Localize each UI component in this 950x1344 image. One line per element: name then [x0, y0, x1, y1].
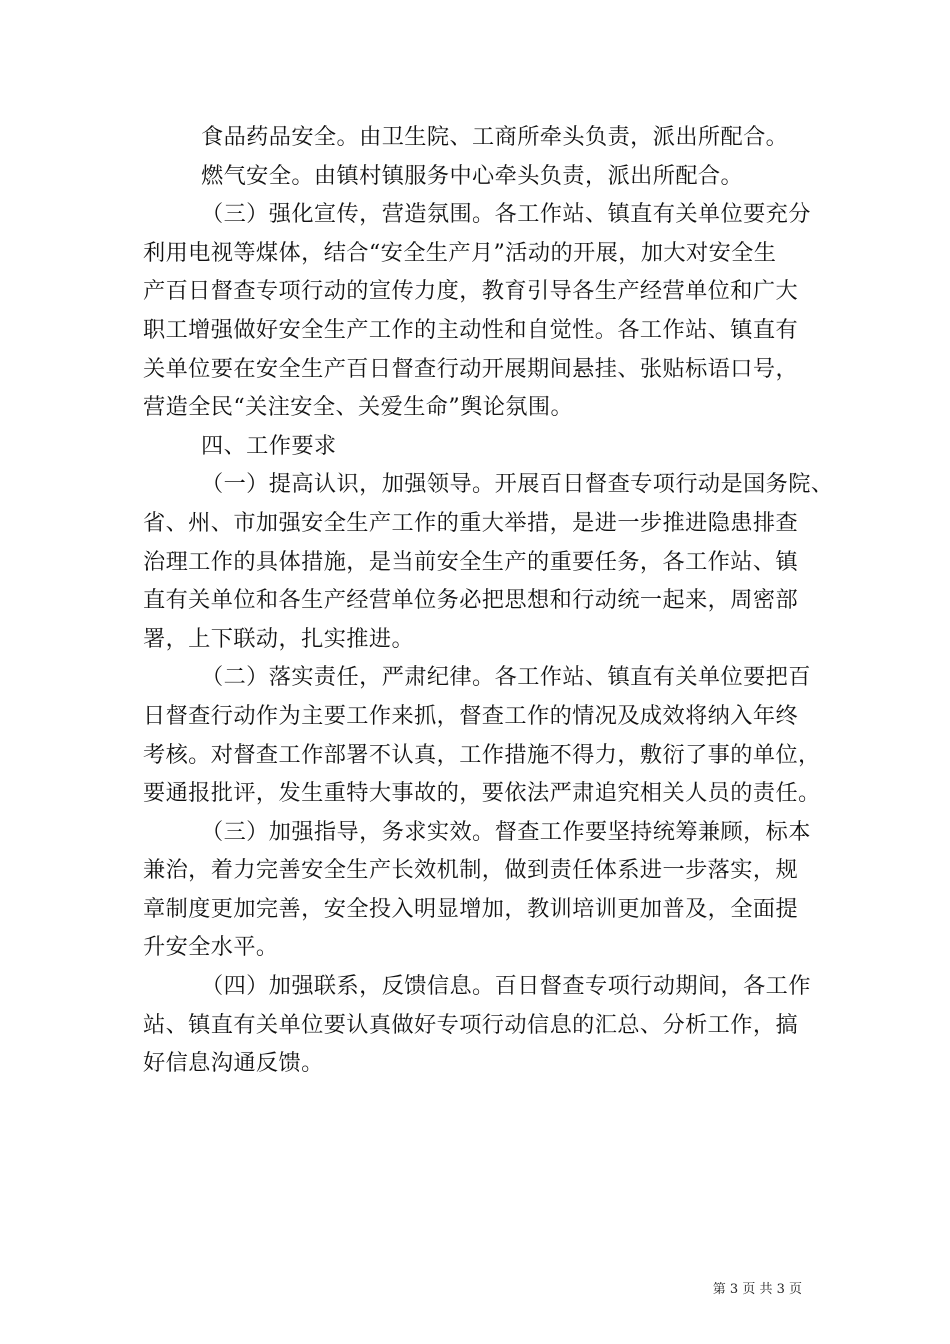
- document-body: [143, 118, 834, 1083]
- page-number: 第 3 页 共 3 页: [712, 1282, 802, 1297]
- paragraph-line: （三）加强指导，务求实效。督查工作要坚持统筹兼顾，标本: [201, 818, 811, 845]
- paragraph-line: 要通报批评，发生重特大事故的，要依法严肃追究相关人员的责任。: [143, 780, 821, 807]
- paragraph-line: 日督查行动作为主要工作来抓，督查工作的情况及成效将纳入年终: [143, 702, 799, 729]
- paragraph-line: 职工增强做好安全生产工作的主动性和自觉性。各工作站、镇直有: [143, 316, 799, 343]
- paragraph-line: 章制度更加完善，安全投入明显增加，教训培训更加普及，全面提: [143, 895, 799, 922]
- paragraph-line: 燃气安全。由镇村镇服务中心牵头负责，派出所配合。: [201, 162, 744, 189]
- paragraph-line: 营造全民“关注安全、关爱生命”舆论氛围。: [143, 394, 574, 421]
- paragraph-line: 兼治，着力完善安全生产长效机制，做到责任体系进一步落实，规: [143, 857, 799, 884]
- paragraph-line: 利用电视等煤体，结合“安全生产月”活动的开展，加大对安全生: [143, 239, 777, 266]
- paragraph-line: 关单位要在安全生产百日督查行动开展期间悬挂、张贴标语口号，: [143, 355, 799, 382]
- section-heading: 四、工作要求: [201, 432, 337, 459]
- paragraph-line: 治理工作的具体措施，是当前安全生产的重要任务，各工作站、镇: [143, 548, 799, 575]
- paragraph-line: 考核。对督查工作部署不认真，工作措施不得力，敷衍了事的单位，: [143, 741, 821, 768]
- paragraph-line: （一）提高认识，加强领导。开展百日督查专项行动是国务院、: [201, 471, 834, 498]
- paragraph-line: 省、州、市加强安全生产工作的重大举措，是进一步推进隐患排查: [143, 509, 799, 536]
- paragraph-line: （三）强化宣传，营造氛围。各工作站、镇直有关单位要充分: [201, 201, 811, 228]
- paragraph-line: 好信息沟通反馈。: [143, 1050, 324, 1077]
- paragraph-line: 升安全水平。: [143, 934, 279, 961]
- paragraph-line: 署，上下联动，扎实推进。: [143, 625, 415, 652]
- paragraph-line: 站、镇直有关单位要认真做好专项行动信息的汇总、分析工作，搞: [143, 1011, 799, 1038]
- paragraph-line: 产百日督查专项行动的宣传力度，教育引导各生产经营单位和广大: [143, 278, 799, 305]
- paragraph-line: 直有关单位和各生产经营单位务必把思想和行动统一起来，周密部: [143, 587, 799, 614]
- paragraph-line: （四）加强联系，反馈信息。百日督查专项行动期间，各工作: [201, 973, 811, 1000]
- paragraph-line: 食品药品安全。由卫生院、工商所牵头负责，派出所配合。: [201, 124, 789, 150]
- paragraph-line: （二）落实责任，严肃纪律。各工作站、镇直有关单位要把百: [201, 664, 811, 691]
